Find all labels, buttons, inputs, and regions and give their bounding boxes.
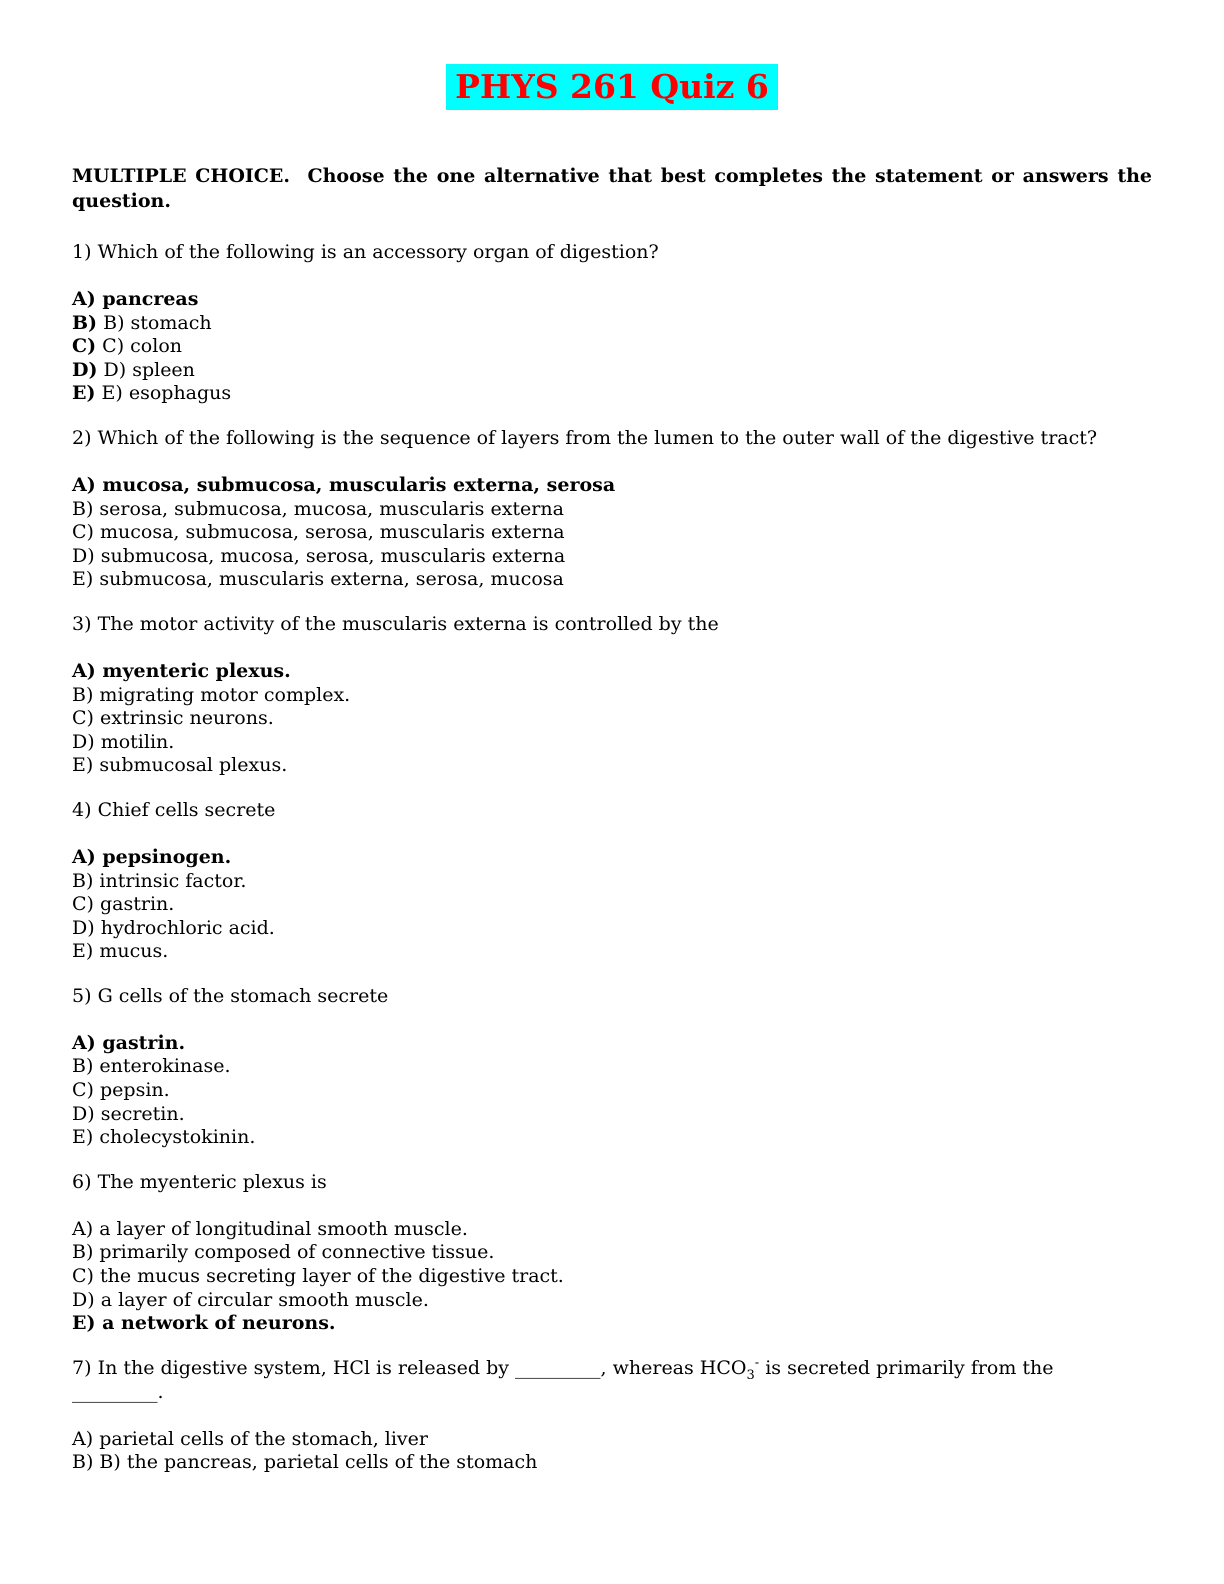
option-text: C) colon (102, 335, 182, 358)
question-5-option-d (72, 1103, 1152, 1127)
option-label: B) (72, 311, 98, 334)
option-text: a network of neurons. (102, 1312, 336, 1335)
option-text: a layer of circular smooth muscle. (100, 1288, 429, 1311)
question-3-option-b (72, 684, 1152, 708)
option-text: primarily composed of connective tissue. (99, 1241, 495, 1264)
question-4 (72, 798, 1152, 964)
option-label: A) (72, 1031, 96, 1054)
question-5-option-b (72, 1055, 1152, 1079)
option-text: D) spleen (103, 358, 195, 381)
question-6-prompt (72, 1170, 1152, 1194)
question-4-option-b (72, 870, 1152, 894)
option-label: A) (72, 473, 96, 496)
option-label: C) (72, 707, 94, 730)
question-2 (72, 426, 1152, 592)
question-1-option-e (72, 382, 1152, 406)
question-1-option-c (72, 335, 1152, 359)
option-text: a layer of longitudinal smooth muscle. (99, 1217, 468, 1240)
option-text: motilin. (100, 730, 175, 753)
option-label: D) (72, 1288, 95, 1311)
question-6 (72, 1170, 1152, 1336)
question-5-text: G cells of the stomach secrete (97, 984, 389, 1007)
option-label: A) (72, 659, 96, 682)
question-5-option-c (72, 1079, 1152, 1103)
option-text: parietal cells of the stomach, liver (99, 1427, 428, 1450)
question-7-prompt (72, 1356, 1152, 1404)
question-4-prompt (72, 798, 1152, 822)
question-5 (72, 984, 1152, 1150)
option-text: the mucus secreting layer of the digestive tract. (100, 1265, 564, 1288)
option-label: E) (72, 568, 94, 591)
option-label: E) (72, 1126, 94, 1149)
option-label: B) (72, 869, 94, 892)
option-text: pepsinogen. (102, 845, 232, 868)
question-3 (72, 612, 1152, 778)
option-text: mucosa, submucosa, muscularis externa, serosa (102, 473, 616, 496)
option-text: submucosa, mucosa, serosa, muscularis externa (100, 544, 566, 567)
option-text: pancreas (102, 288, 199, 310)
option-label: E) (72, 940, 94, 963)
option-label: B) (72, 1451, 94, 1474)
question-1-option-b (72, 312, 1152, 336)
option-text: migrating motor complex. (99, 683, 351, 706)
hco3-subscript: 3 (746, 1367, 755, 1383)
question-1-option-a (72, 288, 1152, 312)
question-7-option-b (72, 1451, 1152, 1475)
question-6-option-e (72, 1312, 1152, 1336)
option-label: E) (72, 754, 94, 777)
question-4-option-e (72, 940, 1152, 964)
question-4-text: Chief cells secrete (97, 798, 276, 821)
option-text: gastrin. (102, 1031, 186, 1054)
option-text: pepsin. (100, 1079, 170, 1102)
question-3-number: 3) (72, 612, 92, 635)
question-7-text-post: is secreted primarily from the (759, 1356, 1054, 1379)
question-2-text: Which of the following is the sequence of layers from the lumen to the outer wall of the digestive tract? (97, 426, 1098, 449)
question-2-option-d (72, 545, 1152, 569)
option-label: D) (72, 358, 98, 381)
option-label: B) (72, 1241, 94, 1264)
option-text: extrinsic neurons. (100, 707, 274, 730)
question-2-options (72, 474, 1152, 592)
question-3-option-c (72, 707, 1152, 731)
question-1-number: 1) (72, 241, 92, 263)
question-6-option-a (72, 1218, 1152, 1242)
question-4-number: 4) (72, 798, 92, 821)
question-3-options (72, 660, 1152, 778)
option-label: B) (72, 1055, 94, 1078)
option-text: cholecystokinin. (99, 1126, 256, 1149)
question-2-number: 2) (72, 426, 92, 449)
option-text: hydrochloric acid. (100, 916, 275, 939)
option-text: myenteric plexus. (102, 659, 291, 682)
question-1 (72, 240, 1152, 406)
option-label: E) (72, 1312, 96, 1335)
hco3-superscript: - (754, 1355, 760, 1371)
option-label: C) (72, 1079, 94, 1102)
question-4-option-c (72, 893, 1152, 917)
option-label: C) (72, 1265, 94, 1288)
question-6-number: 6) (72, 1170, 92, 1193)
question-2-option-b (72, 498, 1152, 522)
option-label: C) (72, 335, 97, 358)
question-2-option-c (72, 521, 1152, 545)
question-2-option-a (72, 474, 1152, 498)
question-1-options (72, 288, 1152, 406)
question-3-text: The motor activity of the muscularis externa is controlled by the (97, 612, 719, 635)
option-text: B) the pancreas, parietal cells of the stomach (99, 1451, 538, 1474)
option-text: secretin. (100, 1102, 185, 1125)
question-7-options (72, 1428, 1152, 1475)
question-4-option-a (72, 846, 1152, 870)
question-1-prompt (72, 240, 1152, 264)
option-label: D) (72, 544, 95, 567)
question-5-options (72, 1032, 1152, 1150)
question-4-options (72, 846, 1152, 964)
option-text: submucosal plexus. (99, 754, 288, 777)
question-6-text: The myenteric plexus is (97, 1170, 327, 1193)
question-2-option-e (72, 568, 1152, 592)
question-3-option-a (72, 660, 1152, 684)
option-label: C) (72, 521, 94, 544)
option-label: D) (72, 1102, 95, 1125)
option-label: D) (72, 730, 95, 753)
question-2-prompt (72, 426, 1152, 450)
question-3-option-e (72, 754, 1152, 778)
question-5-prompt (72, 984, 1152, 1008)
question-7-number: 7) (72, 1356, 92, 1379)
option-label: A) (72, 288, 96, 310)
question-6-option-d (72, 1289, 1152, 1313)
option-text: mucosa, submucosa, serosa, muscularis externa (100, 521, 565, 544)
option-text: B) stomach (103, 311, 212, 334)
question-5-option-e (72, 1126, 1152, 1150)
question-7 (72, 1356, 1152, 1475)
option-label: A) (72, 1217, 94, 1240)
option-text: submucosa, muscularis externa, serosa, mucosa (99, 568, 564, 591)
question-3-prompt (72, 612, 1152, 636)
option-text: E) esophagus (101, 382, 232, 405)
question-4-option-d (72, 917, 1152, 941)
quiz-title: PHYS 261 Quiz 6 (446, 64, 778, 110)
option-label: D) (72, 916, 95, 939)
option-label: A) (72, 845, 96, 868)
instructions: MULTIPLE CHOICE. Choose the one alternative that best completes the statement or answers the question. (72, 165, 1152, 212)
option-text: gastrin. (100, 893, 175, 916)
question-5-option-a (72, 1032, 1152, 1056)
question-6-options (72, 1218, 1152, 1336)
option-label: A) (72, 1427, 94, 1450)
option-label: B) (72, 683, 94, 706)
option-text: mucus. (99, 940, 169, 963)
question-3-option-d (72, 731, 1152, 755)
question-5-number: 5) (72, 984, 92, 1007)
title-row (72, 64, 1152, 110)
option-label: B) (72, 497, 94, 520)
question-6-option-b (72, 1241, 1152, 1265)
option-text: serosa, submucosa, mucosa, muscularis externa (99, 497, 564, 520)
option-label: E) (72, 382, 96, 405)
question-7-option-a (72, 1428, 1152, 1452)
question-1-text: Which of the following is an accessory organ of digestion? (97, 241, 659, 263)
question-1-option-d (72, 359, 1152, 383)
option-label: C) (72, 893, 94, 916)
option-text: enterokinase. (99, 1055, 231, 1078)
question-7-blank-line: _________. (72, 1380, 164, 1403)
question-6-option-c (72, 1265, 1152, 1289)
option-text: intrinsic factor. (99, 869, 247, 892)
question-7-text-pre: In the digestive system, HCl is released by _________, whereas HCO (97, 1356, 747, 1379)
